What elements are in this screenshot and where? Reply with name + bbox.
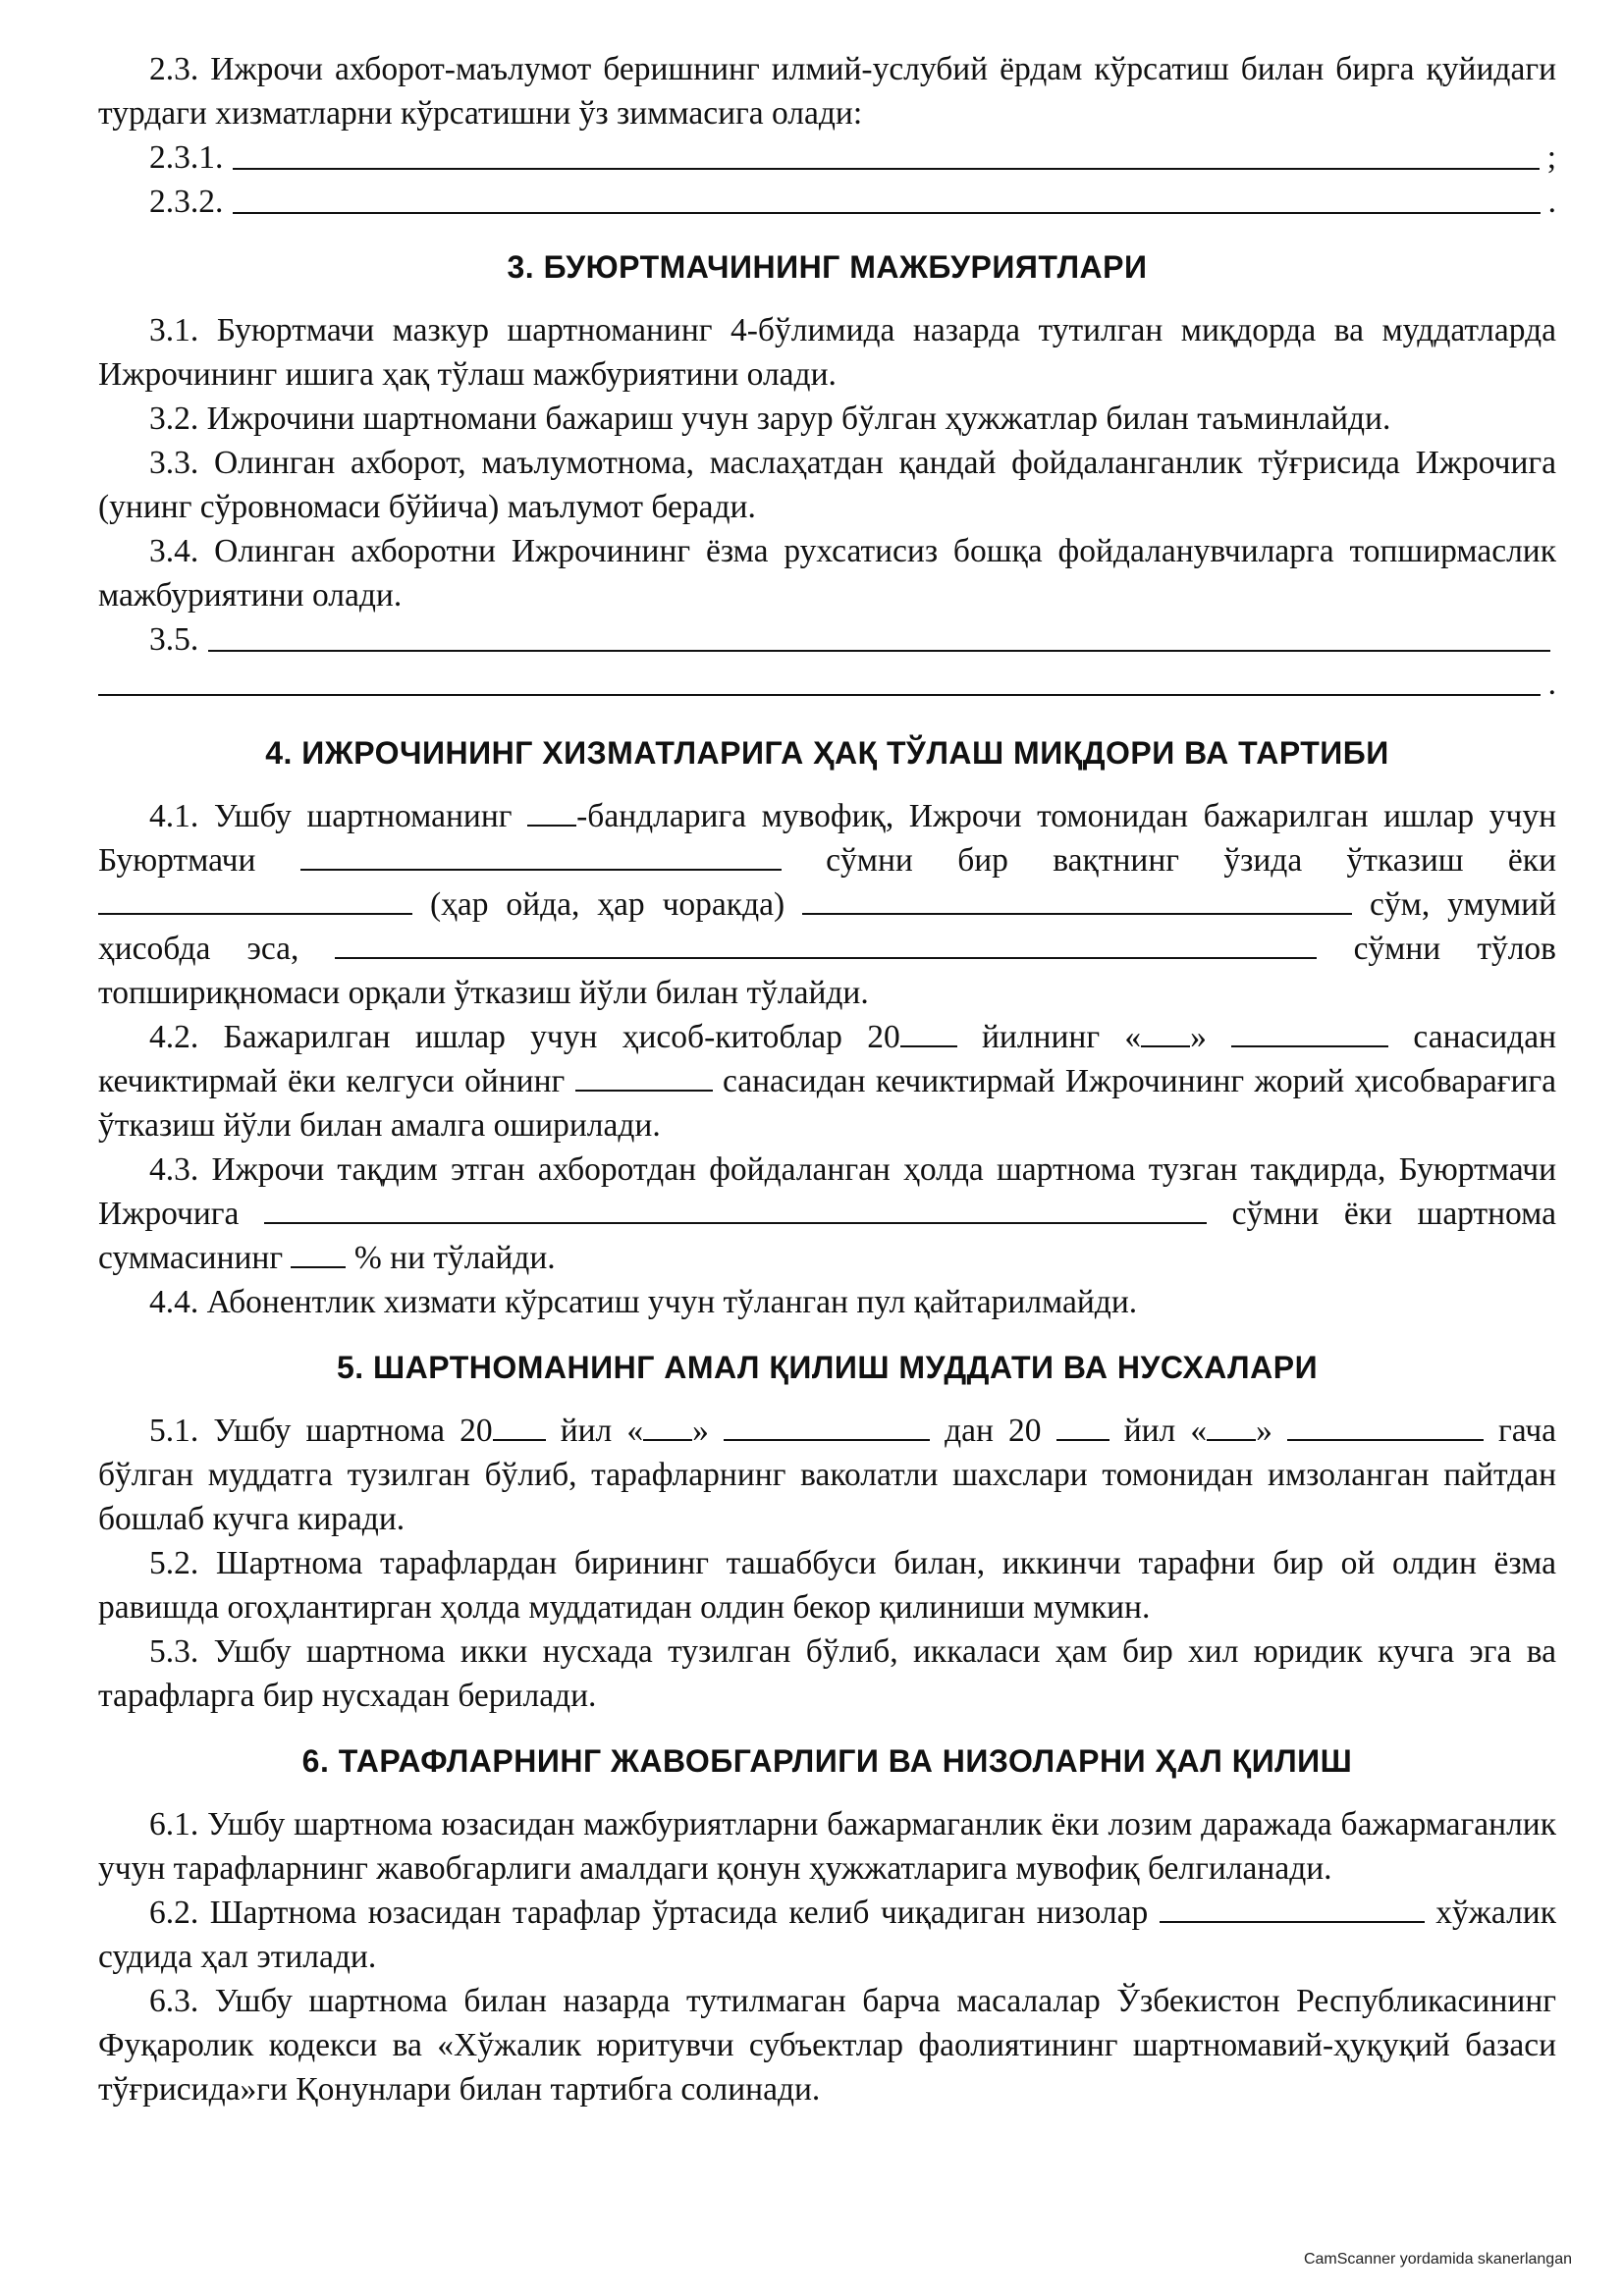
scanner-watermark: CamScanner yordamida skanerlangan [1303,2251,1572,2268]
blank-field[interactable] [98,889,412,915]
blank-field[interactable] [264,1199,1207,1224]
blank-field[interactable] [1207,1415,1256,1441]
blank-field[interactable] [724,1415,930,1441]
item-label: 3.5. [149,621,199,658]
blank-field[interactable] [802,889,1352,915]
section-heading-5: 5. ШАРТНОМАНИНГ АМАЛ ҚИЛИШ МУДДАТИ ВА НУСХАЛАРИ [336,1350,1319,1385]
blank-field[interactable] [1231,1022,1388,1047]
paragraph-6-2: 6.2. Шартнома юзасидан тарафлар ўртасида келиб чиқадиган низолар хўжалик судида ҳал этилади. [98,1895,1556,1975]
blank-field[interactable] [1160,1897,1425,1923]
blank-field[interactable] [1056,1415,1109,1441]
item-label: 2.3.1. [149,139,224,176]
blank-line-2-3-2: 2.3.2. . [98,180,1556,224]
blank-field[interactable] [300,845,782,871]
paragraph-3-4: 3.4. Олинган ахборотни Ижрочининг ёзма рухсатисиз бошқа фойдаланувчиларга топширмаслик мажбуриятини олади. [98,533,1556,614]
blank-field[interactable] [527,801,576,827]
blank-field[interactable] [643,1415,692,1441]
fill-in-line[interactable] [98,693,1541,696]
paragraph-6-1: 6.1. Ушбу шартнома юзасидан мажбуриятларни бажармаганлик ёки лозим даражада бажармаганлик учун тарафларнинг жавобгарлиги амалдаги қонун ҳужжатларига мувофиқ белгиланади. [98,1806,1556,1887]
paragraph-3-1: 3.1. Буюртмачи мазкур шартноманинг 4-бўлимида назарда тутилган миқдорда ва муддатларда Ижрочининг ишига ҳақ тўлаш мажбуриятини олади. [98,312,1556,393]
blank-field[interactable] [900,1022,957,1047]
item-label: 2.3.2. [149,184,224,220]
blank-field[interactable] [1141,1022,1190,1047]
blank-line-3-5-continued: . [98,662,1556,706]
blank-field[interactable] [291,1243,346,1268]
document-page [98,47,1556,2111]
blank-field[interactable] [335,934,1317,959]
paragraph-3-3: 3.3. Олинган ахборот, маълумотнома, маслаҳатдан қандай фойдаланганлик тўғрисида Ижрочига (унинг сўровномаси бўйича) маълумот беради. [98,445,1556,525]
section-heading-6: 6. ТАРАФЛАРНИНГ ЖАВОБГАРЛИГИ ВА НИЗОЛАРНИ ҲАЛ ҚИЛИШ [301,1743,1353,1779]
paragraph-5-3: 5.3. Ушбу шартнома икки нусхада тузилган бўлиб, иккаласи ҳам бир хил юридик кучга эга ва тарафларга бир нусхадан берилади. [98,1633,1556,1714]
paragraph-4-4: 4.4. Абонентлик хизмати кўрсатиш учун тўланган пул қайтарилмайди. [149,1284,1138,1320]
fill-in-line[interactable] [233,211,1540,214]
blank-field[interactable] [575,1066,713,1092]
paragraph-2-3: 2.3. Ижрочи ахборот-маълумот беришнинг илмий-услубий ёрдам кўрсатиш билан бирга қуйидаги турдаги хизматларни кўрсатишни ўз зиммасига олади: [98,51,1556,132]
blank-field[interactable] [1287,1415,1484,1441]
blank-line-3-5 [98,617,1556,662]
fill-in-line[interactable] [233,167,1539,170]
paragraph-6-3: 6.3. Ушбу шартнома билан назарда тутилмаган барча масалалар Ўзбекистон Республикасининг Фуқаролик кодекси ва «Хўжалик юритувчи субъектлар фаолиятининг шартномавий-ҳуқуқий базаси тўғрисида»ги Қонунлари билан тартибга солинади. [98,1983,1556,2108]
section-heading-3: 3. БУЮРТМАЧИНИНГ МАЖБУРИЯТЛАРИ [507,249,1148,285]
section-heading-4: 4. ИЖРОЧИНИНГ ХИЗМАТЛАРИГА ҲАҚ ТЎЛАШ МИҚДОРИ ВА ТАРТИБИ [265,735,1389,771]
paragraph-5-1: 5.1. Ушбу шартнома 20 йил « » дан 20 йил « » гача бўлган муддатга тузилган бўлиб, тарафларнинг ваколатли шахслари томонидан имзоланган пайтдан бошлаб кучга киради. [98,1413,1557,1537]
paragraph-4-1: 4.1. Ушбу шартноманинг -бандларига мувофиқ, Ижрочи томонидан бажарилган ишлар учун Буюртмачи сўмни бир вақтнинг ўзида ўтказиш ёки (ҳар ойда, ҳар чоракда) сўм, умумий ҳисобда эса, сўмни тўлов топшириқномаси орқали ўтказиш йўли билан тўлайди. [98,798,1557,1011]
paragraph-5-2: 5.2. Шартнома тарафлардан бирининг ташаббуси билан, иккинчи тарафни бир ой олдин ёзма равишда огоҳлантирган ҳолда муддатидан олдин бекор қилиниши мумкин. [98,1545,1556,1626]
blank-line-2-3-1: 2.3.1. ; [98,135,1556,180]
blank-field[interactable] [493,1415,546,1441]
fill-in-line[interactable] [208,649,1550,652]
paragraph-3-2: 3.2. Ижрочини шартномани бажариш учун зарур бўлган ҳужжатлар билан таъминлайди. [149,400,1391,437]
paragraph-4-3: 4.3. Ижрочи тақдим этган ахборотдан фойдаланган ҳолда шартнома тузган тақдирда, Буюртмачи Ижрочига сўмни ёки шартнома суммасининг % ни тўлайди. [98,1151,1557,1276]
paragraph-4-2: 4.2. Бажарилган ишлар учун ҳисоб-китоблар 20 йилнинг « » санасидан кечиктирмай ёки келгуси ойнинг санасидан кечиктирмай Ижрочининг жорий ҳисобварағига ўтказиш йўли билан амалга оширилади. [98,1019,1557,1144]
